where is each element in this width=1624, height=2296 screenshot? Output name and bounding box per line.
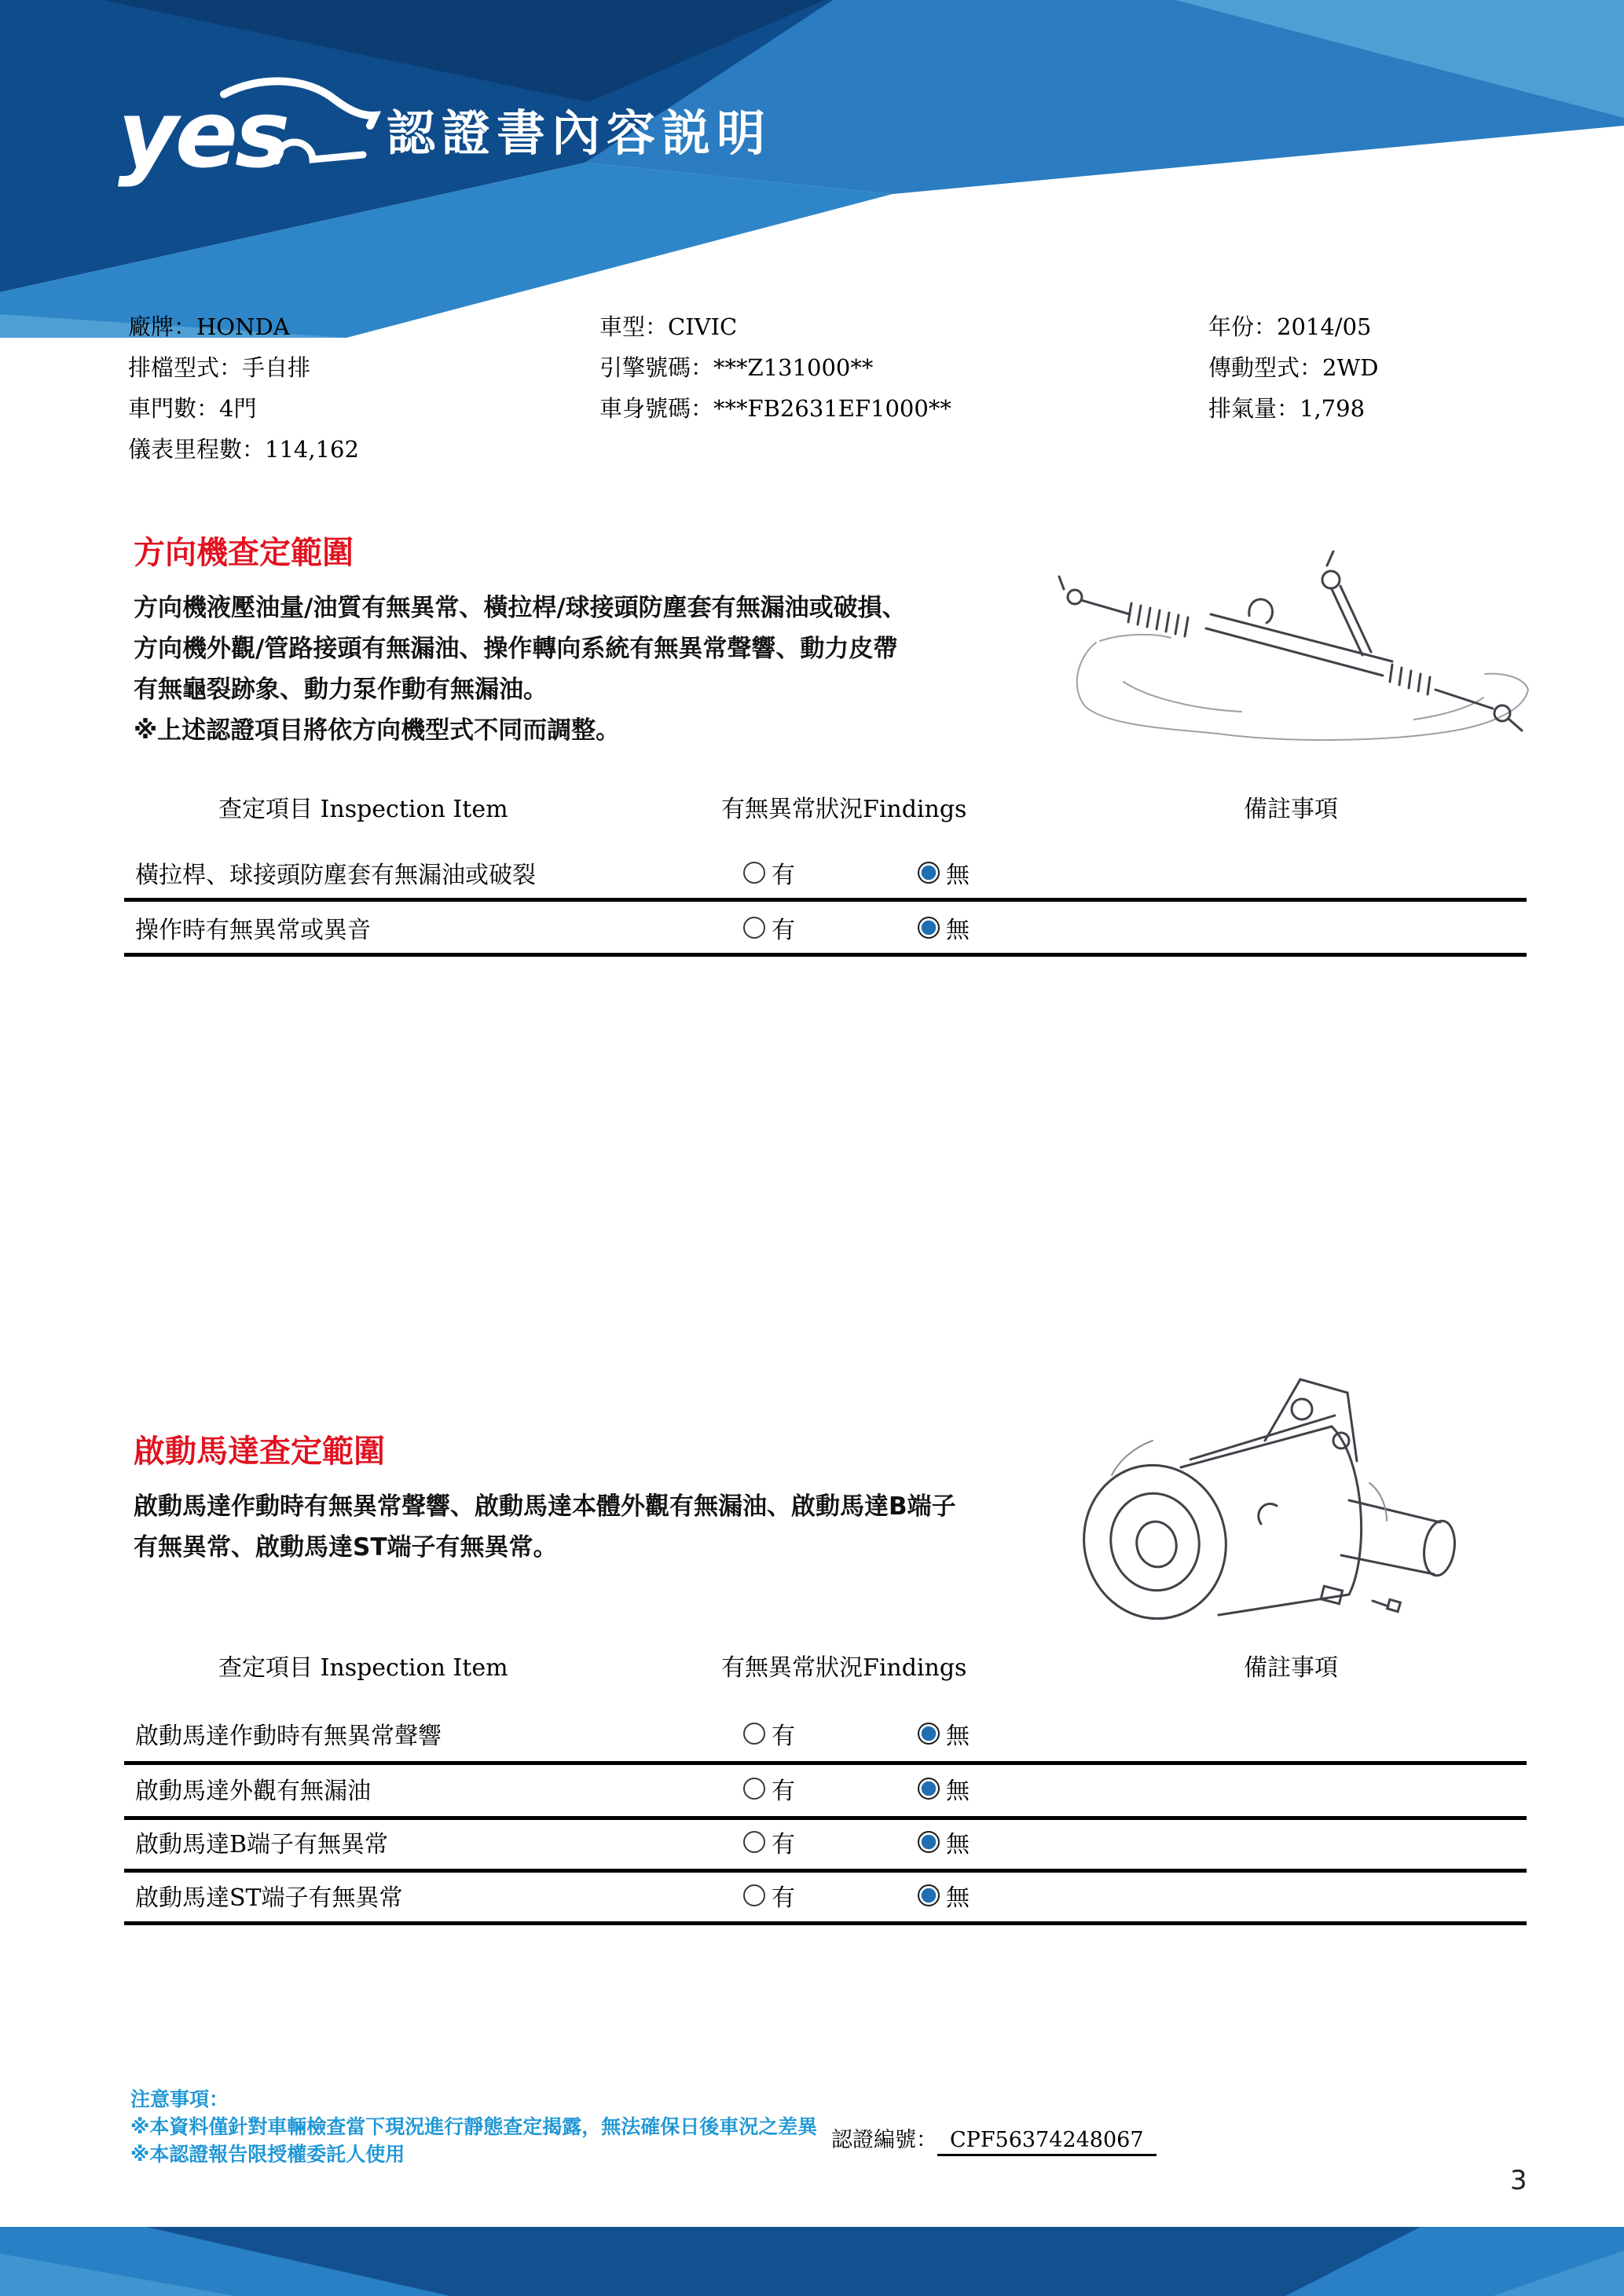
row-divider — [124, 1921, 1527, 1925]
inspection-item-label: 橫拉桿、球接頭防塵套有無漏油或破裂 — [135, 862, 536, 889]
desc-line: 方向機外觀/管路接頭有無漏油、操作轉向系統有無異常聲響、動力皮帶 — [134, 635, 898, 663]
info-displacement: 排氣量：1,798 — [1208, 395, 1366, 422]
radio-yes-label: 有 — [772, 1778, 795, 1805]
radio-yes[interactable] — [743, 917, 765, 939]
remark-cell — [1226, 861, 1461, 884]
radio-yes[interactable] — [743, 1778, 765, 1800]
radio-yes-label: 有 — [772, 917, 795, 944]
desc-line: 方向機液壓油量/油質有無異常、橫拉桿/球接頭防塵套有無漏油或破損、 — [134, 594, 907, 622]
table-row — [0, 1871, 1624, 1920]
radio-yes-label: 有 — [772, 1723, 795, 1750]
remark-cell — [1226, 1722, 1461, 1745]
radio-no-label: 無 — [946, 1884, 970, 1912]
inspection-item-label: 操作時有無異常或異音 — [135, 917, 371, 944]
steering-description — [134, 588, 907, 751]
page-title: 認證書內容説明 — [387, 104, 772, 162]
table-row — [0, 1709, 1624, 1758]
info-doors: 車門數：4門 — [128, 395, 257, 422]
col-header-remarks: 備註事項 — [1244, 796, 1338, 823]
desc-line: 有無異常、啟動馬達ST端子有無異常。 — [134, 1533, 558, 1562]
certificate-number-row — [831, 2122, 1157, 2153]
desc-line: 有無龜裂跡象、動力泵作動有無漏油。 — [134, 676, 548, 704]
radio-no[interactable] — [918, 1831, 940, 1853]
notice-line: ※本認證報告限授權委託人使用 — [130, 2143, 405, 2166]
col-header-item: 查定項目 Inspection Item — [218, 1654, 508, 1682]
radio-no[interactable] — [918, 862, 940, 884]
remark-cell — [1226, 916, 1461, 939]
radio-no[interactable] — [918, 1884, 940, 1906]
col-header-remarks: 備註事項 — [1244, 1654, 1338, 1682]
certificate-number-label: 認證編號： — [831, 2128, 937, 2152]
table-row — [0, 1764, 1624, 1813]
col-header-findings: 有無異常狀況Findings — [721, 1654, 967, 1682]
info-drivetrain: 傳動型式：2WD — [1208, 354, 1379, 381]
remark-cell — [1226, 1777, 1461, 1800]
table-row — [0, 1818, 1624, 1866]
radio-yes-label: 有 — [772, 1884, 795, 1912]
section-title-steering: 方向機查定範圍 — [134, 535, 354, 571]
notice-line: ※本資料僅針對車輛檢查當下現況進行靜態查定揭露，無法確保日後車況之差異 — [130, 2115, 818, 2138]
table-row — [0, 848, 1624, 897]
desc-line: 啟動馬達作動時有無異常聲響、啟動馬達本體外觀有無漏油、啟動馬達B端子 — [134, 1492, 956, 1521]
radio-no-label: 無 — [946, 1778, 970, 1805]
radio-yes-label: 有 — [772, 862, 795, 889]
svg-text:yes: yes — [118, 80, 288, 189]
radio-no[interactable] — [918, 1723, 940, 1745]
row-divider — [124, 953, 1527, 957]
radio-no[interactable] — [918, 1778, 940, 1800]
row-divider — [124, 898, 1527, 902]
header-banner — [0, 0, 1624, 338]
footer-banner — [0, 2227, 1624, 2296]
radio-no[interactable] — [918, 917, 940, 939]
vehicle-info-col1 — [128, 306, 359, 470]
inspection-item-label: 啟動馬達B端子有無異常 — [135, 1831, 389, 1858]
inspection-item-label: 啟動馬達作動時有無異常聲響 — [135, 1723, 442, 1750]
certificate-number-value: CPF56374248067 — [937, 2128, 1157, 2156]
section-title-starter: 啟動馬達查定範圍 — [134, 1434, 385, 1470]
col-header-item: 查定項目 Inspection Item — [218, 796, 508, 823]
desc-line: ※上述認證項目將依方向機型式不同而調整。 — [134, 716, 621, 745]
radio-yes[interactable] — [743, 1723, 765, 1745]
radio-no-label: 無 — [946, 917, 970, 944]
radio-yes[interactable] — [743, 1884, 765, 1906]
radio-no-label: 無 — [946, 1831, 970, 1858]
radio-no-label: 無 — [946, 1723, 970, 1750]
starter-description — [134, 1486, 956, 1568]
info-model: 車型：CIVIC — [599, 313, 738, 340]
radio-no-label: 無 — [946, 862, 970, 889]
col-header-findings: 有無異常狀況Findings — [721, 796, 967, 823]
info-brand: 廠牌：HONDA — [128, 313, 290, 340]
radio-yes[interactable] — [743, 1831, 765, 1853]
page-number: 3 — [1510, 2165, 1527, 2196]
notice-block — [130, 2085, 817, 2168]
inspection-item-label: 啟動馬達ST端子有無異常 — [135, 1884, 403, 1912]
table-row — [0, 903, 1624, 952]
info-engine-no: 引擎號碼：***Z131000** — [599, 354, 874, 381]
remark-cell — [1226, 1830, 1461, 1854]
remark-cell — [1226, 1884, 1461, 1907]
notice-title: 注意事項： — [130, 2088, 229, 2111]
info-year: 年份：2014/05 — [1208, 313, 1372, 340]
radio-yes-label: 有 — [772, 1831, 795, 1858]
inspection-item-label: 啟動馬達外觀有無漏油 — [135, 1778, 371, 1805]
info-gearbox: 排檔型式：手自排 — [128, 354, 311, 381]
steering-rack-illustration — [1053, 540, 1552, 760]
info-chassis-no: 車身號碼：***FB2631EF1000** — [599, 395, 951, 422]
radio-yes[interactable] — [743, 862, 765, 884]
vehicle-info-col3 — [1208, 306, 1379, 429]
vehicle-info-col2 — [599, 306, 951, 429]
starter-motor-illustration — [1065, 1365, 1493, 1624]
info-mileage: 儀表里程數：114,162 — [128, 436, 359, 463]
